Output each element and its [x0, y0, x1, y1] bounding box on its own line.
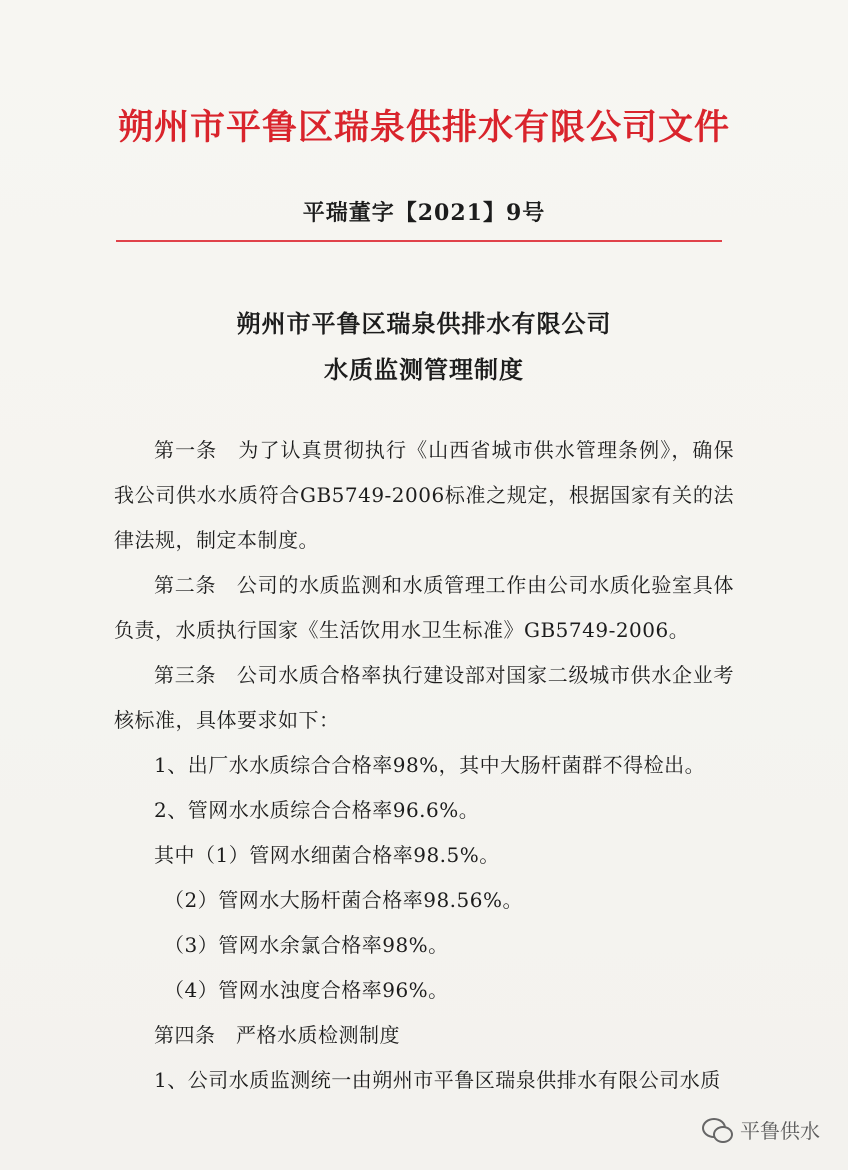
document-title-line-1: 朔州市平鲁区瑞泉供排水有限公司 — [236, 309, 612, 338]
document-title-line-2: 水质监测管理制度 — [324, 355, 524, 384]
sub-item-2: （2）管网水大肠杆菌合格率98.56%。 — [164, 888, 523, 912]
watermark-text: 平鲁供水 — [740, 1119, 820, 1143]
paragraph-article-4-item-1: 1、公司水质监测统一由朔州市平鲁区瑞泉供排水有限公司水质 — [154, 1068, 721, 1092]
sub-item-1: 其中（1）管网水细菌合格率98.5%。 — [154, 843, 500, 867]
paragraph-article-1: 第一条 为了认真贯彻执行《山西省城市供水管理条例》，确保我公司供水水质符合GB5749-2006标准之规定，根据国家有关的法律法规，制定本制度。 — [114, 438, 734, 552]
paragraph-item-1: 1、出厂水水质综合合格率98%，其中大肠杆菌群不得检出。 — [154, 753, 706, 777]
document-number: 平瑞董字【2021】9号 — [302, 200, 546, 226]
paragraph-article-3: 第三条 公司水质合格率执行建设部对国家二级城市供水企业考核标准，具体要求如下： — [114, 663, 734, 732]
wechat-icon — [702, 1118, 732, 1142]
header-divider — [116, 240, 722, 242]
paragraph-article-2: 第二条 公司的水质监测和水质管理工作由公司水质化验室具体负责，水质执行国家《生活饮用水卫生标准》GB5749-2006。 — [114, 573, 734, 642]
document-header-title: 朔州市平鲁区瑞泉供排水有限公司文件 — [117, 107, 730, 148]
document-body — [114, 428, 734, 1103]
paragraph-item-2: 2、管网水水质综合合格率96.6%。 — [154, 798, 480, 822]
paragraph-article-4: 第四条 严格水质检测制度 — [154, 1023, 400, 1047]
watermark — [702, 1115, 820, 1144]
sub-item-4: （4）管网水浊度合格率96%。 — [164, 978, 449, 1002]
sub-item-3: （3）管网水余氯合格率98%。 — [164, 933, 449, 957]
